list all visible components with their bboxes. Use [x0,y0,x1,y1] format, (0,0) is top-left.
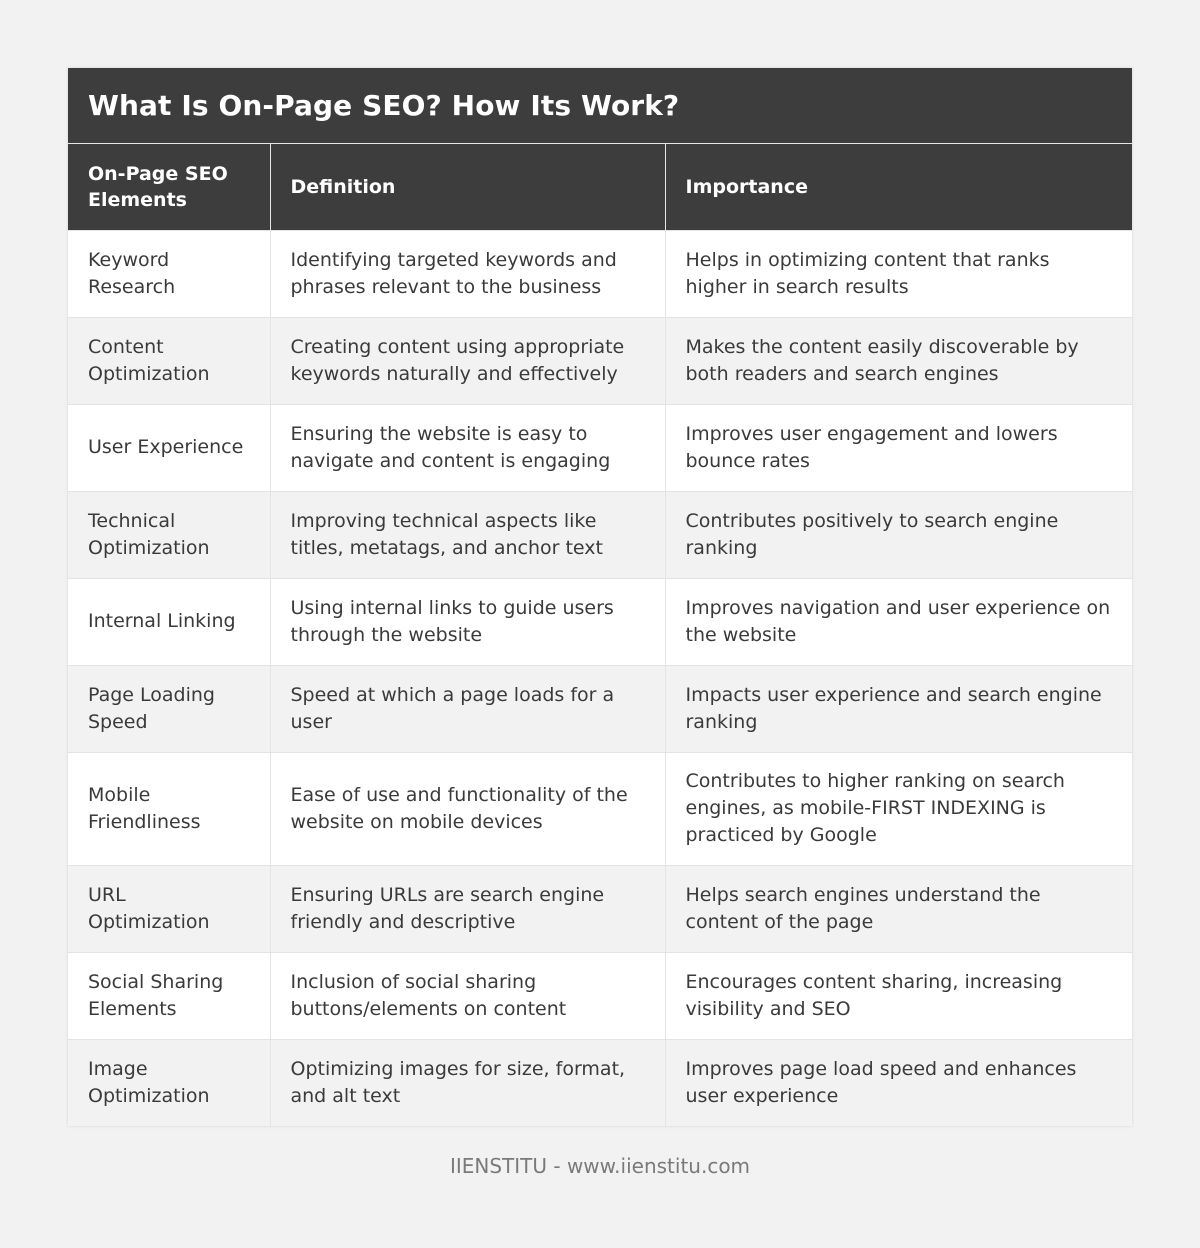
column-header-elements: On-Page SEO Elements [68,144,270,230]
cell-importance: Contributes positively to search engine ranking [665,491,1132,578]
column-header-importance: Importance [665,144,1132,230]
table-title: What Is On-Page SEO? How Its Work? [88,89,680,122]
cell-definition: Improving technical aspects like titles, metatags, and anchor text [270,491,665,578]
cell-definition: Identifying targeted keywords and phrases relevant to the business [270,230,665,317]
table-header-row [68,144,1132,230]
table-row [68,665,1132,752]
table-row [68,578,1132,665]
cell-element: Page Loading Speed [68,665,270,752]
cell-element: Image Optimization [68,1039,270,1126]
cell-element: Social Sharing Elements [68,952,270,1039]
cell-importance: Makes the content easily discoverable by both readers and search engines [665,317,1132,404]
cell-element: User Experience [68,404,270,491]
table-row [68,865,1132,952]
cell-definition: Ensuring URLs are search engine friendly and descriptive [270,865,665,952]
cell-element: URL Optimization [68,865,270,952]
column-header-definition: Definition [270,144,665,230]
cell-importance: Impacts user experience and search engine ranking [665,665,1132,752]
table-row [68,230,1132,317]
cell-importance: Helps in optimizing content that ranks higher in search results [665,230,1132,317]
seo-table-card [68,68,1132,1126]
cell-importance: Contributes to higher ranking on search engines, as mobile-FIRST INDEXING is practiced by Google [665,752,1132,865]
cell-definition: Inclusion of social sharing buttons/elements on content [270,952,665,1039]
cell-definition: Using internal links to guide users through the website [270,578,665,665]
table-row [68,404,1132,491]
table-row [68,1039,1132,1126]
table-row [68,491,1132,578]
table-title-bar [68,68,1132,144]
seo-elements-table [68,144,1132,1126]
table-row [68,317,1132,404]
table-row [68,752,1132,865]
cell-element: Internal Linking [68,578,270,665]
footer-credit: IIENSTITU - www.iienstitu.com [449,1154,751,1178]
cell-importance: Improves page load speed and enhances user experience [665,1039,1132,1126]
cell-importance: Improves user engagement and lowers bounce rates [665,404,1132,491]
cell-element: Technical Optimization [68,491,270,578]
cell-definition: Speed at which a page loads for a user [270,665,665,752]
cell-importance: Improves navigation and user experience on the website [665,578,1132,665]
table-row [68,952,1132,1039]
cell-element: Content Optimization [68,317,270,404]
cell-definition: Creating content using appropriate keywords naturally and effectively [270,317,665,404]
cell-element: Keyword Research [68,230,270,317]
cell-element: Mobile Friendliness [68,752,270,865]
cell-importance: Helps search engines understand the content of the page [665,865,1132,952]
cell-importance: Encourages content sharing, increasing visibility and SEO [665,952,1132,1039]
cell-definition: Optimizing images for size, format, and alt text [270,1039,665,1126]
cell-definition: Ease of use and functionality of the website on mobile devices [270,752,665,865]
cell-definition: Ensuring the website is easy to navigate and content is engaging [270,404,665,491]
